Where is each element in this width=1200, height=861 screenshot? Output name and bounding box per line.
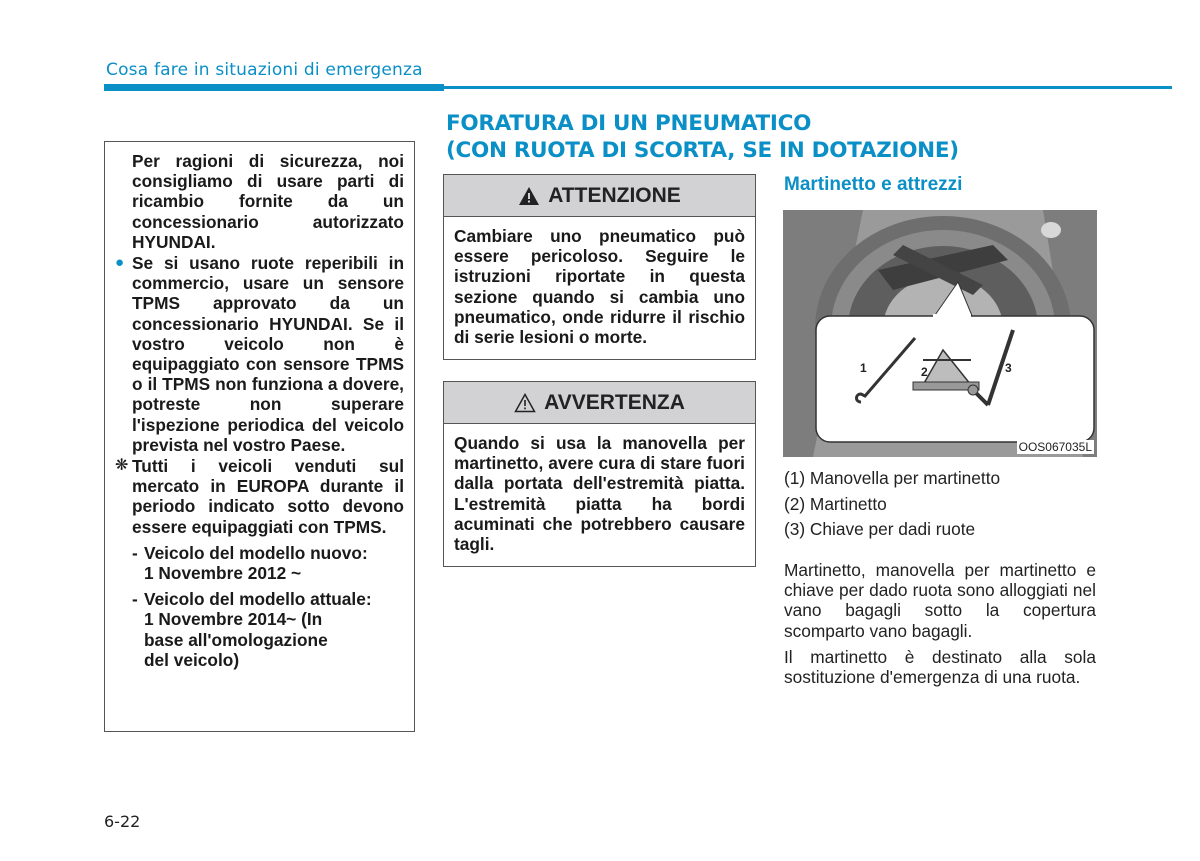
attenzione-header	[444, 175, 755, 217]
figure-legend	[784, 466, 1000, 543]
tpms-note-box	[104, 141, 415, 732]
caution-triangle-icon	[514, 393, 536, 413]
note-intro: Per ragioni di sicurezza, noi consigliamo di usare parti di ricambio fornite da un concessionario autorizzato HYUNDAI.	[132, 151, 404, 252]
page-number: 6-22	[104, 812, 141, 831]
attenzione-box	[443, 174, 756, 360]
legend-item: (1) Manovella per martinetto	[784, 468, 1001, 488]
note-sub-item-new-model: - Veicolo del modello nuovo: 1 Novembre 2012 ~	[115, 543, 404, 583]
figure-code: OOS067035L	[1018, 440, 1092, 454]
note-star-text: Tutti i veicoli venduti sul mercato in EUROPA durante il periodo indicato sotto devono essere equipaggiati con TPMS.	[132, 456, 404, 537]
jack-tools-figure	[783, 210, 1097, 457]
note-star-item	[115, 456, 404, 537]
note-sub-item-current-model: - Veicolo del modello attuale: 1 Novembre 2014~ (In base all'omologazione del veicolo)	[115, 589, 404, 670]
sub-item-date: 1 Novembre 2012 ~	[144, 563, 302, 584]
tools-heading: Martinetto e attrezzi	[784, 174, 963, 195]
header-rule-accent	[104, 84, 444, 91]
attenzione-text: Cambiare uno pneumatico può essere pericoloso. Seguire le istruzioni riportate in questa sezione quando si cambia uno pneumatico, onde ridurre il rischio di serie lesioni o morte.	[454, 226, 745, 348]
callout-2: 2	[921, 365, 928, 379]
avvertenza-header	[444, 382, 755, 424]
tools-description	[784, 560, 1096, 693]
section-title	[446, 110, 959, 164]
spare-wheel-well-illustration	[783, 210, 1097, 457]
sub-item-label: Veicolo del modello attuale:	[144, 589, 372, 610]
avvertenza-box	[443, 381, 756, 567]
avvertenza-label: AVVERTENZA	[544, 390, 685, 414]
sub-item-date: 1 Novembre 2014~ (In base all'omologazione del veicolo)	[144, 609, 328, 670]
running-header: Cosa fare in situazioni di emergenza	[106, 60, 423, 80]
sub-item-label: Veicolo del modello nuovo:	[144, 542, 368, 563]
legend-item: (2) Martinetto	[784, 493, 887, 514]
star-note-icon: ❋	[115, 457, 129, 475]
section-title-line: FORATURA DI UN PNEUMATICO	[446, 111, 812, 136]
warning-triangle-icon	[518, 186, 540, 206]
avvertenza-text: Quando si usa la manovella per martinetto, avere cura di stare fuori dalla portata dell'estremità piatta. L'estremità piatta ha bordi acuminati che potrebbero causare tagli.	[454, 433, 745, 555]
attenzione-label: ATTENZIONE	[548, 183, 681, 207]
legend-item: (3) Chiave per dadi ruote	[784, 519, 976, 539]
tools-paragraph: Il martinetto è destinato alla sola sostituzione d'emergenza di una ruota.	[784, 646, 1096, 688]
tools-paragraph: Martinetto, manovella per martinetto e chiave per dado ruota sono alloggiati nel vano bagagli sotto la copertura scomparto vano bagagli.	[784, 560, 1096, 641]
section-title-line: (CON RUOTA DI SCORTA, SE IN DOTAZIONE)	[446, 138, 959, 163]
note-bullet	[115, 253, 404, 455]
note-bullet-text: Se si usano ruote reperibili in commercio, usare un sensore TPMS approvato da un concessionario HYUNDAI. Se il vostro veicolo non è equipaggiato con sensore TPMS o il TPMS non funziona a dovere, potreste non superare l'ispezione periodica del veicolo prevista nel vostro Paese.	[132, 253, 404, 455]
bullet-dot-icon: ●	[115, 254, 125, 272]
callout-3: 3	[1005, 361, 1012, 375]
callout-1: 1	[860, 361, 867, 375]
